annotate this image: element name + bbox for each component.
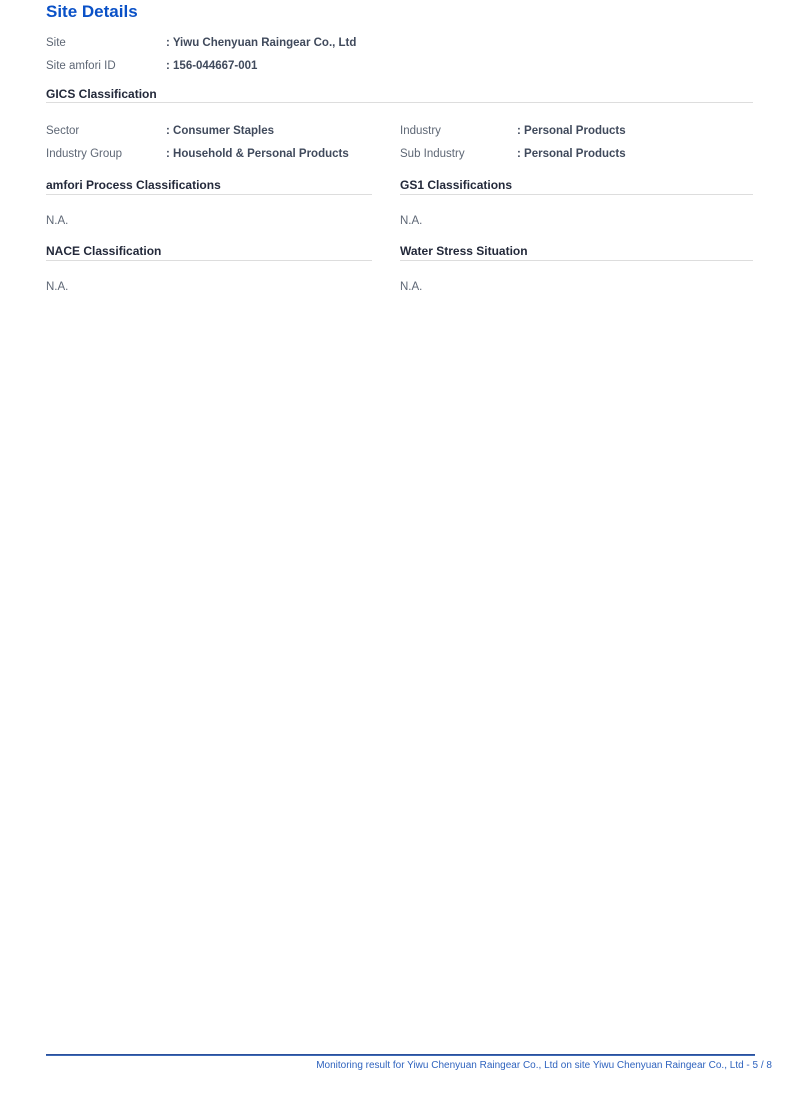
industry-group-value: : Household & Personal Products	[166, 148, 349, 160]
footer-divider	[46, 1054, 755, 1056]
left-sections-column	[46, 166, 372, 294]
industry-row	[400, 120, 753, 143]
gics-classification-heading: GICS Classification	[46, 88, 753, 103]
nace-classification-heading: NACE Classification	[46, 245, 372, 261]
industry-group-label: Industry Group	[46, 148, 123, 160]
sub-industry-value: : Personal Products	[517, 148, 626, 160]
gics-right-column	[400, 120, 753, 166]
site-amfori-id-row	[46, 55, 753, 78]
site-info-block	[46, 32, 753, 78]
right-sections-column	[400, 166, 753, 294]
sector-value: : Consumer Staples	[166, 125, 274, 137]
site-value: : Yiwu Chenyuan Raingear Co., Ltd	[166, 37, 357, 49]
site-amfori-id-label: Site amfori ID	[46, 60, 116, 72]
amfori-process-classifications-value: N.A.	[46, 215, 69, 227]
sector-row	[46, 120, 372, 143]
page-title: Site Details	[46, 2, 138, 21]
water-stress-situation-value: N.A.	[400, 281, 423, 293]
nace-classification-value: N.A.	[46, 281, 69, 293]
amfori-process-classifications-heading: amfori Process Classifications	[46, 179, 372, 195]
gs1-classifications-heading: GS1 Classifications	[400, 179, 753, 195]
site-label: Site	[46, 37, 66, 49]
water-stress-situation-heading: Water Stress Situation	[400, 245, 753, 261]
industry-group-row	[46, 143, 372, 166]
industry-value: : Personal Products	[517, 125, 626, 137]
footer-text: Monitoring result for Yiwu Chenyuan Raingear Co., Ltd on site Yiwu Chenyuan Raingear Co., Ltd - 5 / 8	[316, 1060, 772, 1071]
gics-left-column	[46, 120, 372, 166]
gs1-classifications-value: N.A.	[400, 215, 423, 227]
sector-label: Sector	[46, 125, 80, 137]
page-footer	[0, 1054, 800, 1072]
page-content	[0, 0, 753, 294]
site-row	[46, 32, 753, 55]
industry-label: Industry	[400, 125, 441, 137]
classification-sections	[46, 166, 753, 294]
site-amfori-id-value: : 156-044667-001	[166, 60, 258, 72]
sub-industry-row	[400, 143, 753, 166]
sub-industry-label: Sub Industry	[400, 148, 465, 160]
gics-classification-rows	[46, 120, 753, 166]
